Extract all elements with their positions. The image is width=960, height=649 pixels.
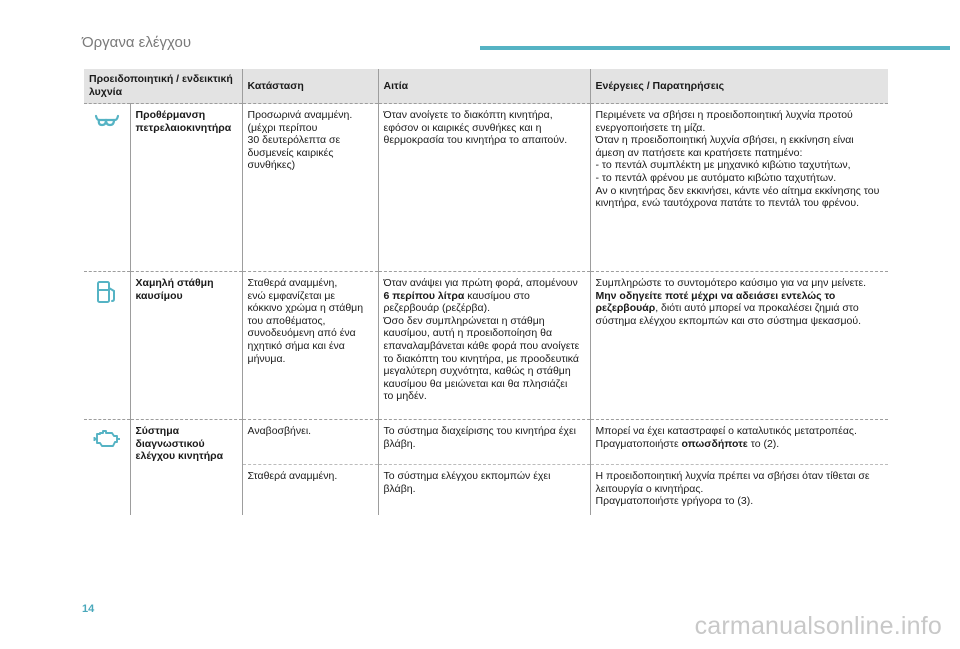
table-row <box>84 272 888 420</box>
actions-cell: Η προειδοποιητική λυχνία πρέπει να σβήσει όταν τίθεται σε λειτουργία ο κινητήρας. Πραγματοποιήστε γρήγορα το (3). <box>590 465 888 515</box>
cause-text: Όταν ανάψει για πρώτη φορά, απομένουν <box>383 277 578 289</box>
actions-emphasis: Μην οδηγείτε ποτέ μέχρι να αδειάσει εντελώς το ρεζερβουάρ <box>595 289 836 315</box>
preheating-coil-icon <box>94 112 120 130</box>
actions-cell <box>590 272 888 420</box>
warning-lights-table <box>84 69 888 515</box>
table-row <box>84 420 888 465</box>
watermark: carmanualsonline.info <box>694 612 942 640</box>
engine-outline-icon <box>93 428 121 448</box>
header-indicator: Προειδοποιητική / ενδεικτική λυχνία <box>84 69 242 104</box>
actions-text: το (2). <box>747 437 780 450</box>
actions-text: , διότι αυτό μπορεί να προκαλέσει ζημιά στο σύστημα ελέγχου εκπομπών και στο σύστημα ψεκασμού. <box>595 302 862 327</box>
state-cell: Σταθερά αναμμένη, ενώ εμφανίζεται με κόκκινο χρώμα η στάθμη του αποθέματος, συνοδευόμενη από ένα ηχητικό σήμα και ένα μήνυμα. <box>242 272 378 420</box>
page-number: 14 <box>82 603 95 615</box>
header-rule <box>480 46 950 50</box>
icon-cell <box>84 272 130 420</box>
actions-emphasis: οπωσδήποτε <box>681 437 748 450</box>
actions-cell: Περιμένετε να σβήσει η προειδοποιητική λυχνία προτού ενεργοποιήσετε τη μίζα. Όταν η προειδοποιητική λυχνία σβήσει, η εκκίνηση είναι άμεση αν πατήσετε και κρατήσετε πατημένο: - το πεντάλ συμπλέκτη με μηχανικό κιβώτιο ταχυτήτων, - το πεντάλ φρένου με αυτόματο κιβώτιο ταχυτήτων. Αν ο κινητήρας δεν εκκινήσει, κάντε νέο αίτημα εκκίνησης του κινητήρα, ενώ ταυτόχρονα πατάτε το πεντάλ του φρένου. <box>590 104 888 272</box>
icon-cell <box>84 420 130 515</box>
actions-cell <box>590 420 888 465</box>
state-cell: Προσωρινά αναμμένη. (μέχρι περίπου 30 δευτερόλεπτα σε δυσμενείς καιρικές συνθήκες) <box>242 104 378 272</box>
state-cell: Αναβοσβήνει. <box>242 420 378 465</box>
table-header-row <box>84 69 888 104</box>
actions-text: Συμπληρώστε το συντομότερο καύσιμο για να μην μείνετε. <box>595 277 867 289</box>
cause-cell <box>378 272 590 420</box>
indicator-name: Προθέρμανση πετρελαιοκινητήρα <box>130 104 242 272</box>
table-row <box>84 104 888 272</box>
cause-text: καυσίμου στο ρεζερβουάρ (ρεζέρβα). Όσο δεν συμπληρώνεται η στάθμη καυσίμου, αυτή η προειδοποίηση θα επαναλαμβάνεται κάθε φορά που ανοίγετε το διακόπτη του κινητήρα, με προοδευτικά μεγαλύτερη συχνότητα, καθώς η στάθμη καυσίμου θα μειώνεται και θα πλησιάζει το μηδέν. <box>383 289 580 403</box>
cause-emphasis: 6 περίπου λίτρα <box>383 289 465 302</box>
state-cell: Σταθερά αναμμένη. <box>242 465 378 515</box>
cause-cell: Το σύστημα ελέγχου εκπομπών έχει βλάβη. <box>378 465 590 515</box>
indicator-name: Χαμηλή στάθμη καυσίμου <box>130 272 242 420</box>
icon-cell <box>84 104 130 272</box>
fuel-pump-icon <box>96 280 118 304</box>
section-title: Όργανα ελέγχου <box>82 34 192 51</box>
header-actions: Ενέργειες / Παρατηρήσεις <box>590 69 888 104</box>
actions-text: Μπορεί να έχει καταστραφεί ο καταλυτικός μετατροπέας. Πραγματοποιήστε <box>595 425 857 450</box>
cause-cell: Το σύστημα διαχείρισης του κινητήρα έχει βλάβη. <box>378 420 590 465</box>
header-state: Κατάσταση <box>242 69 378 104</box>
header-cause: Αιτία <box>378 69 590 104</box>
indicator-name: Σύστημα διαγνωστικού ελέγχου κινητήρα <box>130 420 242 515</box>
cause-cell: Όταν ανοίγετε το διακόπτη κινητήρα, εφόσον οι καιρικές συνθήκες και η θερμοκρασία του κινητήρα το απαιτούν. <box>378 104 590 272</box>
